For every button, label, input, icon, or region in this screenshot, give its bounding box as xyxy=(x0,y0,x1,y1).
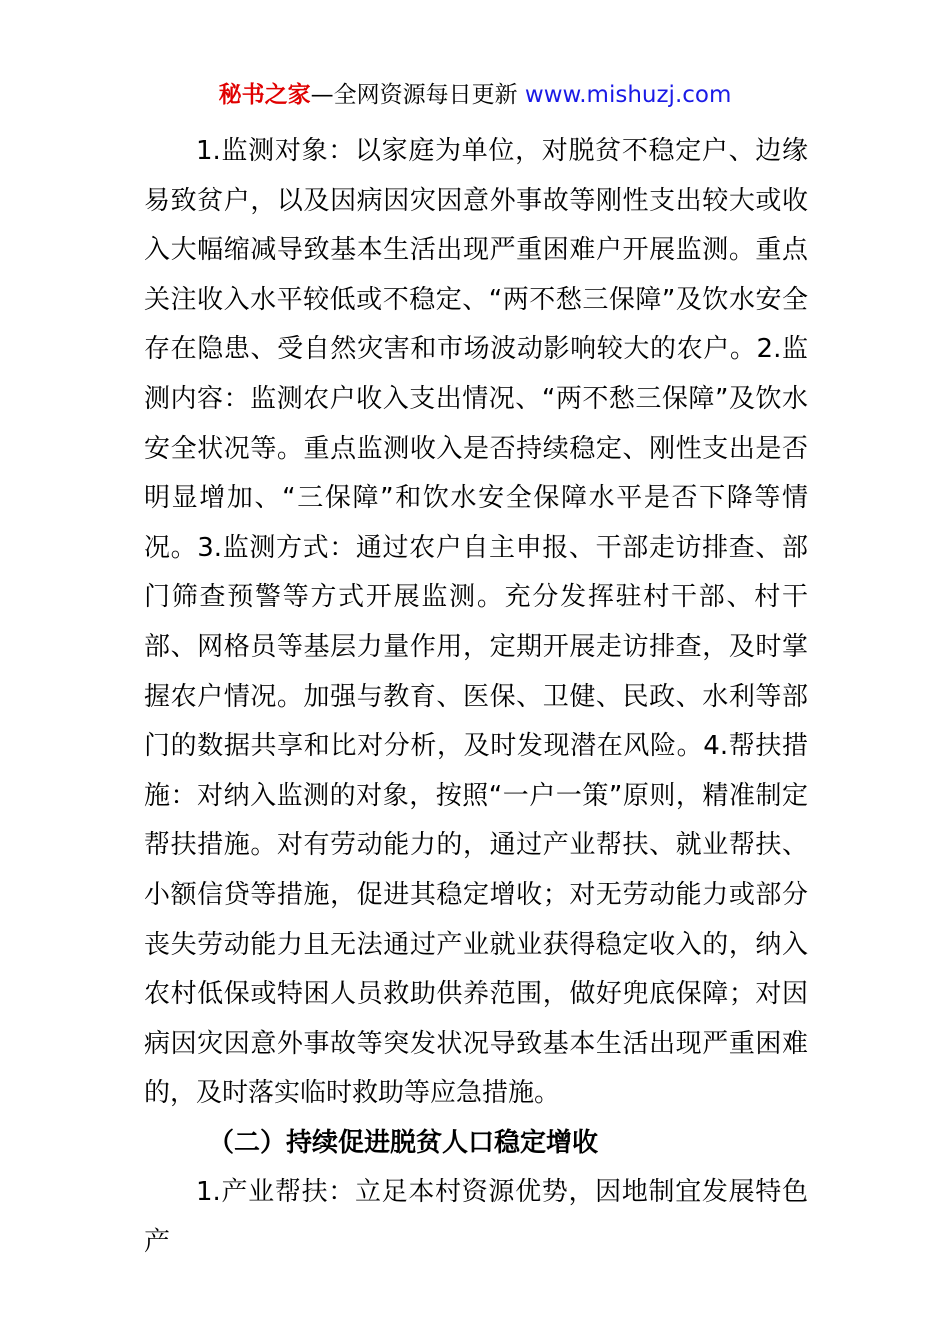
site-url-link[interactable]: www.mishuzj.com xyxy=(524,82,732,108)
paragraph-industry-support: 1.产业帮扶：立足本村资源优势，因地制宜发展特色产 xyxy=(144,1177,808,1258)
site-tagline: —全网资源每日更新 xyxy=(310,82,518,108)
site-header xyxy=(0,80,950,110)
section-heading-income: （二）持续促进脱贫人口稳定增收 xyxy=(208,1127,599,1158)
document-body xyxy=(144,127,808,1268)
paragraph-monitoring: 1.监测对象：以家庭为单位，对脱贫不稳定户、边缘易致贫户，以及因病因灾因意外事故等刚性支出较大或收入大幅缩减导致基本生活出现严重困难户开展监测。重点关注收入水平较低或不稳定、“两不愁三保障”及饮水安全存在隐患、受自然灾害和市场波动影响较大的农户。2.监测内容：监测农户收入支出情况、“两不愁三保障”及饮水安全状况等。重点监测收入是否持续稳定、刚性支出是否明显增加、“三保障”和饮水安全保障水平是否下降等情况。3.监测方式：通过农户自主申报、干部走访排查、部门筛查预警等方式开展监测。充分发挥驻村干部、村干部、网格员等基层力量作用，定期开展走访排查，及时掌握农户情况。加强与教育、医保、卫健、民政、水利等部门的数据共享和比对分析，及时发现潜在风险。4.帮扶措施：对纳入监测的对象，按照“一户一策”原则，精准制定帮扶措施。对有劳动能力的，通过产业帮扶、就业帮扶、小额信贷等措施，促进其稳定增收；对无劳动能力或部分丧失劳动能力且无法通过产业就业获得稳定收入的，纳入农村低保或特困人员救助供养范围，做好兜底保障；对因病因灾因意外事故等突发状况导致基本生活出现严重困难的，及时落实临时救助等应急措施。 xyxy=(144,136,808,1109)
site-brand: 秘书之家 xyxy=(218,82,311,108)
